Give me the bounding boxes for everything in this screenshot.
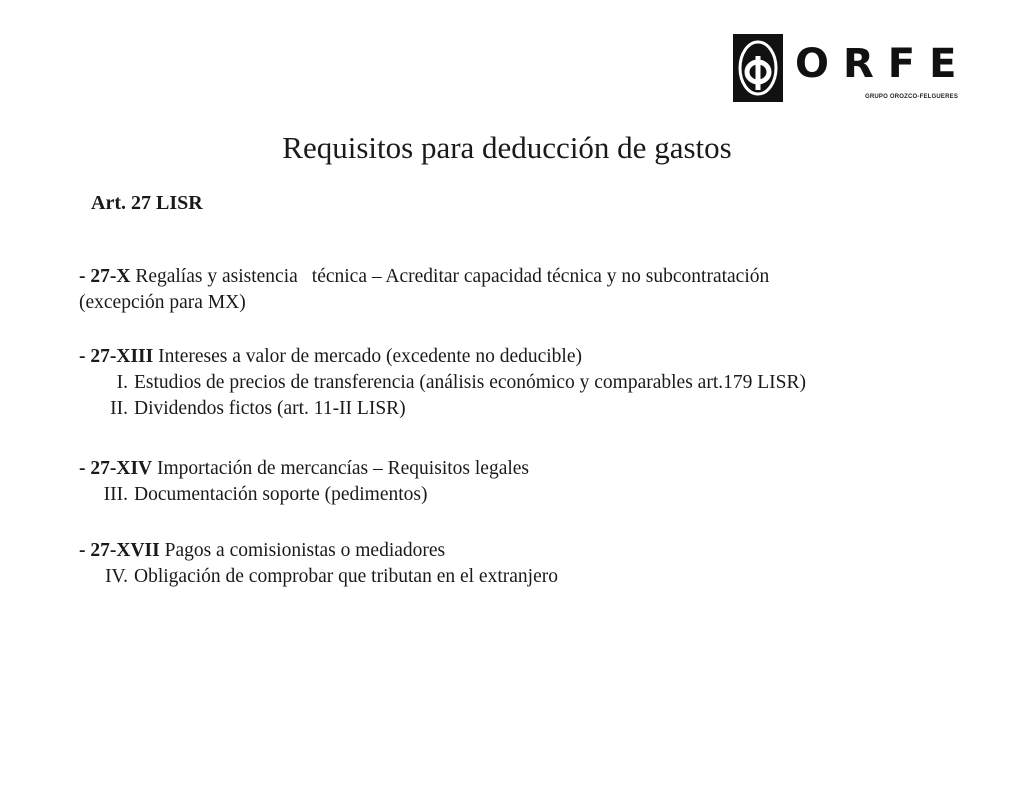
list-item — [79, 482, 529, 508]
item-number: II. — [110, 398, 128, 419]
orfe-phi-logo-icon — [733, 34, 783, 102]
section-code: - 27-XIV — [79, 458, 153, 479]
list-item — [79, 370, 806, 396]
list-item — [79, 564, 558, 590]
item-text: Estudios de precios de transferencia (análisis económico y comparables art.179 LISR) — [134, 372, 806, 393]
section-code: - 27-XIII — [79, 346, 154, 367]
section-heading — [79, 456, 529, 482]
section-code: - 27-XVII — [79, 540, 160, 561]
section-27-xiii — [79, 344, 806, 422]
section-code: - 27-X — [79, 266, 131, 287]
section-text: Intereses a valor de mercado (excedente no deducible) — [153, 346, 582, 367]
section-27-xiv — [79, 456, 529, 508]
section-text: Regalías y asistencia — [130, 266, 298, 287]
logo-tagline: GRUPO OROZCO-FELGUERES — [865, 94, 959, 100]
item-number: I. — [116, 372, 128, 393]
item-number: III. — [103, 484, 128, 505]
section-27-x — [79, 264, 769, 316]
section-27-xvii — [79, 538, 558, 590]
logo-wordmark: ORFE — [795, 41, 971, 87]
section-text: Pagos a comisionistas o mediadores — [159, 540, 446, 561]
section-text-line-2: (excepción para MX) — [79, 292, 246, 313]
page-title: Requisitos para deducción de gastos — [282, 130, 732, 165]
section-heading — [79, 344, 806, 370]
page-subtitle: Art. 27 LISR — [91, 192, 203, 214]
section-text: Importación de mercancías – Requisitos legales — [152, 458, 530, 479]
item-text: Obligación de comprobar que tributan en el extranjero — [134, 566, 558, 587]
section-text-continued: técnica – Acreditar capacidad técnica y no subcontratación — [311, 266, 770, 287]
section-heading — [79, 264, 769, 290]
section-heading — [79, 538, 558, 564]
item-number: IV. — [105, 566, 128, 587]
item-text: Dividendos fictos (art. 11-II LISR) — [134, 398, 406, 419]
list-item — [79, 396, 806, 422]
item-text: Documentación soporte (pedimentos) — [134, 484, 428, 505]
company-logo — [733, 34, 971, 104]
